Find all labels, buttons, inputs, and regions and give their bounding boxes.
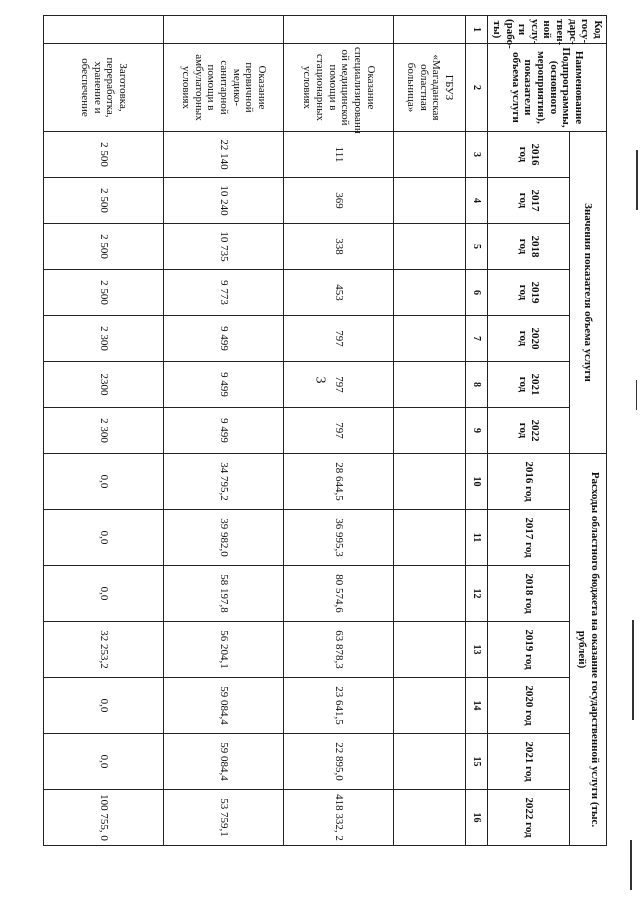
cost-cell: 418 332, 2: [284, 790, 394, 846]
column-number: 4: [466, 178, 488, 224]
table-row: [44, 16, 164, 846]
value-cell: 2 500: [44, 132, 164, 178]
cost-cell: 0,0: [44, 678, 164, 734]
cost-cell: [394, 622, 466, 678]
value-cell: 2 500: [44, 178, 164, 224]
cost-cell: 36 995,3: [284, 510, 394, 566]
value-cell: [394, 270, 466, 316]
value-cell: 22 140: [164, 132, 284, 178]
value-cell: 2 300: [44, 316, 164, 362]
table-row: [284, 16, 394, 846]
value-cell: [394, 362, 466, 408]
year-value-header: 2021 год: [488, 362, 570, 408]
value-cell: 10 735: [164, 224, 284, 270]
value-cell: 797: [284, 362, 394, 408]
cost-cell: 53 759,1: [164, 790, 284, 846]
scan-artifact: [630, 840, 632, 890]
data-table: [43, 15, 607, 846]
value-cell: [394, 132, 466, 178]
value-cell: 2 500: [44, 270, 164, 316]
year-cost-header: 2020 год: [488, 678, 570, 734]
cost-cell: 63 878,3: [284, 622, 394, 678]
column-number: 10: [466, 454, 488, 510]
header-costs: Расходы областного бюджета на оказание государственной услуги (тыс. рублей): [570, 454, 607, 846]
year-cost-header: 2016 год: [488, 454, 570, 510]
cost-cell: 59 084,4: [164, 678, 284, 734]
column-number: 15: [466, 734, 488, 790]
header-values: Значения показателя объема услуги: [570, 132, 607, 454]
column-number: 3: [466, 132, 488, 178]
scan-artifact: [636, 380, 637, 410]
row-name-cell: Оказание специализированн ой медицинской помощи в стационарных условиях: [284, 44, 394, 132]
value-cell: 111: [284, 132, 394, 178]
value-cell: 9 499: [164, 408, 284, 454]
value-cell: 9 773: [164, 270, 284, 316]
value-cell: 453: [284, 270, 394, 316]
column-number: 7: [466, 316, 488, 362]
year-value-header: 2018 год: [488, 224, 570, 270]
header-code: Код госу- дарс- твен- ной услу- ги (рабо- ты): [488, 16, 607, 44]
value-cell: 797: [284, 316, 394, 362]
value-cell: [394, 316, 466, 362]
cost-cell: 34 795,2: [164, 454, 284, 510]
cost-cell: [394, 566, 466, 622]
column-number: 13: [466, 622, 488, 678]
scan-artifact: [632, 620, 634, 720]
table-row: [164, 16, 284, 846]
row-code-cell: [44, 16, 164, 44]
column-number: 5: [466, 224, 488, 270]
cost-cell: 32 253,2: [44, 622, 164, 678]
value-cell: 2300: [44, 362, 164, 408]
column-number: 6: [466, 270, 488, 316]
row-name-cell: ГБУЗ «Магаданская областная больница»: [394, 44, 466, 132]
row-code-cell: [394, 16, 466, 44]
cost-cell: [394, 510, 466, 566]
value-cell: [394, 178, 466, 224]
value-cell: 797: [284, 408, 394, 454]
value-cell: 9 499: [164, 316, 284, 362]
table-row: [394, 16, 466, 846]
cost-cell: 58 197,8: [164, 566, 284, 622]
year-cost-header: 2019 год: [488, 622, 570, 678]
year-value-header: 2017 год: [488, 178, 570, 224]
cost-cell: [394, 790, 466, 846]
page-number: 3: [312, 376, 328, 384]
value-cell: 2 300: [44, 408, 164, 454]
column-number: 11: [466, 510, 488, 566]
column-number: 8: [466, 362, 488, 408]
year-cost-header: 2018 год: [488, 566, 570, 622]
year-cost-header: 2017 год: [488, 510, 570, 566]
header-name: Наименование Подпрограммы, (основного мероприятия), показатели объема услуги: [488, 44, 607, 132]
cost-cell: 59 084,4: [164, 734, 284, 790]
cost-cell: 22 895,0: [284, 734, 394, 790]
row-code-cell: [164, 16, 284, 44]
cost-cell: 0,0: [44, 510, 164, 566]
column-number: 9: [466, 408, 488, 454]
column-number: 16: [466, 790, 488, 846]
value-cell: [394, 408, 466, 454]
column-number: 2: [466, 44, 488, 132]
value-cell: 2 500: [44, 224, 164, 270]
row-code-cell: [284, 16, 394, 44]
cost-cell: 0,0: [44, 566, 164, 622]
cost-cell: 39 982,0: [164, 510, 284, 566]
value-cell: 338: [284, 224, 394, 270]
table-body: [44, 16, 466, 846]
row-name-cell: Оказание первичной медико- санитарной помощи в амбулаторных условиях: [164, 44, 284, 132]
cost-cell: 0,0: [44, 454, 164, 510]
year-cost-header: 2022 год: [488, 790, 570, 846]
row-name-cell: Заготовка, переработка, хранение и обеспечение: [44, 44, 164, 132]
year-value-header: 2022 год: [488, 408, 570, 454]
cost-cell: 56 204,1: [164, 622, 284, 678]
year-value-header: 2020 год: [488, 316, 570, 362]
scan-artifact: [636, 150, 638, 210]
cost-cell: 80 574,6: [284, 566, 394, 622]
column-number: 12: [466, 566, 488, 622]
cost-cell: [394, 678, 466, 734]
column-number: 14: [466, 678, 488, 734]
year-value-header: 2016 год: [488, 132, 570, 178]
value-cell: 10 240: [164, 178, 284, 224]
cost-cell: 28 644,5: [284, 454, 394, 510]
value-cell: [394, 224, 466, 270]
rotated-table-sheet: [47, 15, 607, 845]
value-cell: 369: [284, 178, 394, 224]
year-cost-header: 2021 год: [488, 734, 570, 790]
column-number: 1: [466, 16, 488, 44]
value-cell: 9 499: [164, 362, 284, 408]
cost-cell: 23 641,5: [284, 678, 394, 734]
cost-cell: [394, 734, 466, 790]
cost-cell: 100 755, 0: [44, 790, 164, 846]
year-value-header: 2019 год: [488, 270, 570, 316]
cost-cell: 0,0: [44, 734, 164, 790]
cost-cell: [394, 454, 466, 510]
